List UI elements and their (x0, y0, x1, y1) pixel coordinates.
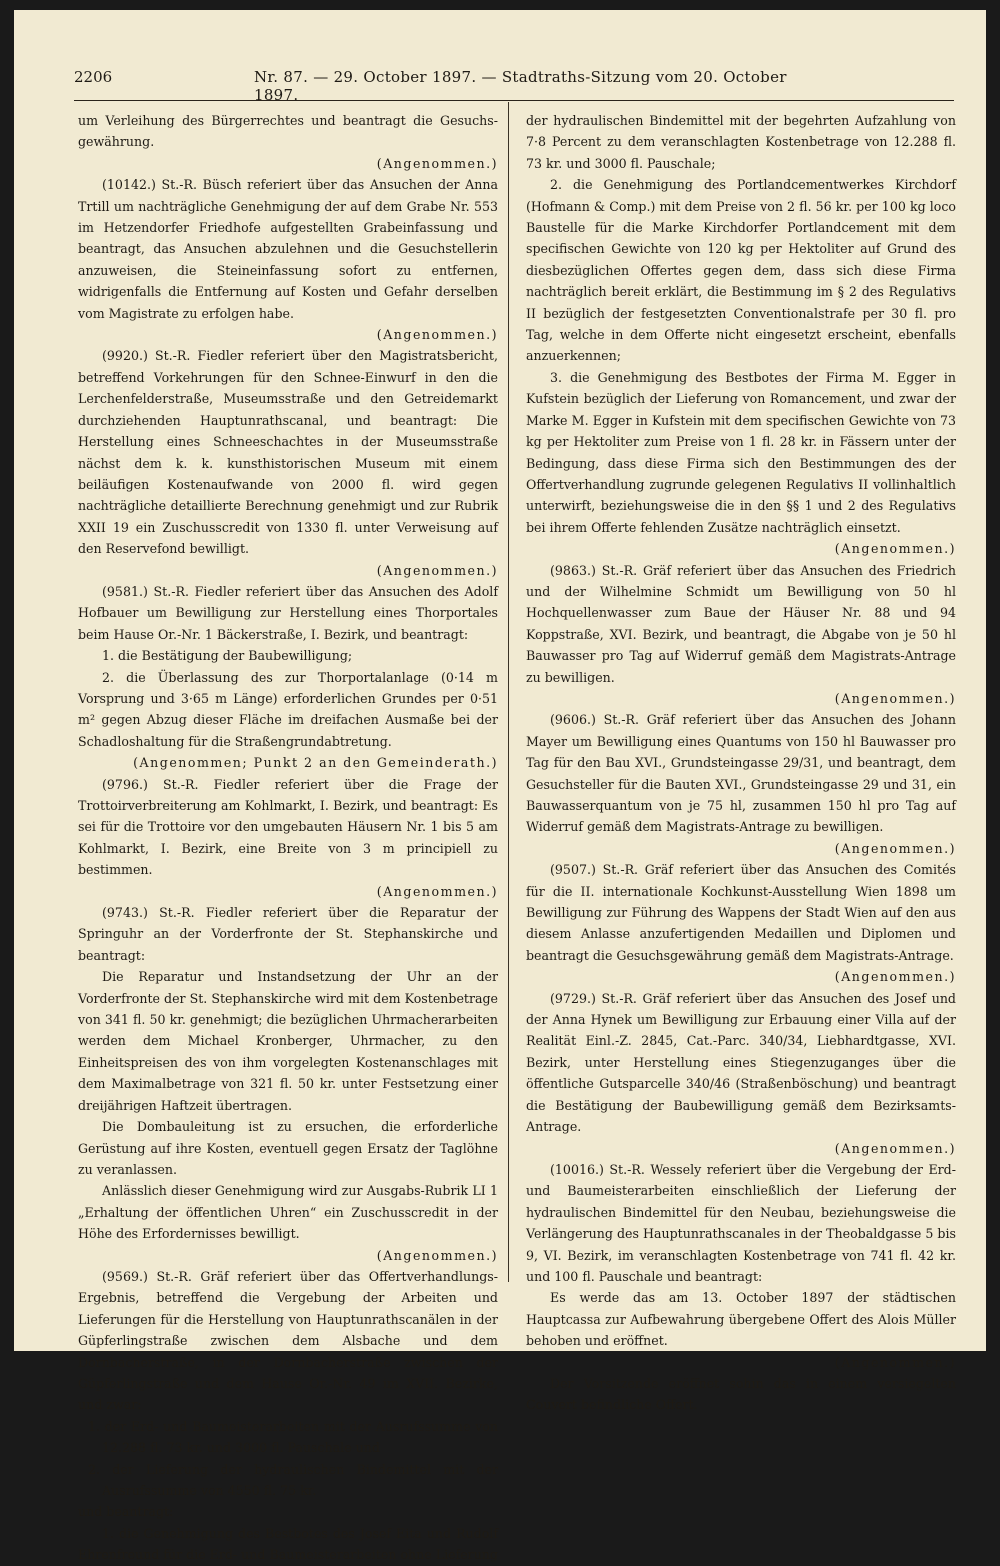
paragraph: Anlässlich dieser Genehmigung wird zur Ausgabs-Rubrik LI 1 „Erhaltung der öffentlichen Uhren“ ein Zuschusscredit in der Höhe des Erfordernisses bewilligt. (78, 1183, 498, 1242)
list-item: 2. die Genehmigung des Portlandcementwerkes Kirchdorf (Hofmann & Comp.) mit dem Preise von 2 fl. 56 kr. per 100 kg loco Baustelle für die Marke Kirchdorfer Portlandcement mit dem specifischen Gewichte von 120 kg per Hektoliter auf Grund des diesbezüglichen Offertes gegen dem, dass sich diese Firma nachträglich bereit erklärt, die Bestimmung im § 2 des Regulativs II bezüglich der festgesetzten Conventionalstrafe per 30 fl. pro Tag, welche in dem Offerte nicht eingesetzt erscheint, ebenfalls anzuerkennen; (526, 177, 956, 364)
left-column (78, 110, 498, 1563)
list-item: 1. der Erd- und Baumeisterarbeiten mit der Ausrufssumme von 12.288 fl. 73 kr. und 3000 fl. Pauschale und (88, 1418, 498, 1456)
paragraph: um Verleihung des Bürgerrechtes und beantragt die Gesuchs-gewährung. (78, 113, 498, 150)
list-item: 1. die Genehmigung des Bestbotes des Josef Eita und Rudolf Ehrenfreund für die Erd- und Baumeisterarbeiten ohne Lieferung (78, 1525, 498, 1563)
paragraph: Der Vorsitzende eröffnet sohin das in einem versiegelten Couvert befindliche Offert. (526, 1375, 956, 1413)
resolution-note: (Angenommen.) (834, 969, 956, 985)
resolution-note: (Angenommen.) (376, 155, 498, 171)
paragraph: (9729.) St.-R. Gräf referiert über das Ansuchen des Josef und der Anna Hynek um Bewilligung zur Erbauung einer Villa auf der Realität Einl.-Z. 2845, Cat.-Parc. 340/34, Liebhardtgasse, XVI. Bezirk, unter Herstellung eines Stiegenzuganges über die öffentliche Gutsparcelle 340/46 (Straßenböschung) und beantragt die Bestätigung der Baubewilligung gemäß dem Bezirksamts-Antrage. (526, 990, 956, 1135)
paragraph: (9606.) St.-R. Gräf referiert über das Ansuchen des Johann Mayer um Bewilligung eines Quantums von 150 hl Bauwasser pro Tag für den Bau XVI., Grundsteingasse 29/31, und beantragt, dem Gesuchsteller für die Bauten XVI., Grundsteingasse 29 und 31, ein Bauwasserquantum von je 75 hl, zusammen 150 hl pro Tag auf Widerruf gemäß dem Magistrats-Antrage zu bewilligen. (526, 712, 956, 835)
resolution-note: (Angenommen.) (834, 840, 956, 856)
paragraph: (9743.) St.-R. Fiedler referiert über die Reparatur der Springuhr an der Vorderfronte der St. Stephanskirche und beantragt: (78, 905, 498, 963)
paragraph: Die Dombauleitung ist zu ersuchen, die erforderliche Gerüstung auf ihre Kosten, eventuell gegen Ersatz der Taglöhne zu veranlassen. (78, 1119, 498, 1177)
list-item: 3. die Genehmigung des Bestbotes der Firma M. Egger in Kufstein bezüglich der Lieferung von Romancement, und zwar der Marke M. Egger in Kufstein mit dem specifischen Gewichte von 73 kg per Hektoliter zum Preise von 1 fl. 28 kr. in Fässern unter der Bedingung, dass diese Firma sich den Bestimmungen des der Offertverhandlung zugrunde gelegenen Regulativs II vollinhaltlich unterwirft, beziehungsweise die in den §§ 1 und 2 des Regulativs bei ihrem Offerte fehlenden Zusätze nachträglich einsetzt. (526, 369, 956, 535)
paragraph: Es werde das am 13. October 1897 der städtischen Hauptcassa zur Aufbewahrung übergebene Offert des Alois Müller behoben und eröffnet. (526, 1290, 956, 1349)
resolution-note: (Angenommen.) (376, 327, 498, 343)
resolution-note: (Angenommen.) (376, 562, 498, 578)
paragraph: der hydraulischen Bindemittel mit der begehrten Aufzahlung von 7·8 Percent zu dem veranschlagten Kostenbetrage von 12.288 fl. 73 kr. und 3000 fl. Pauschale; (526, 113, 956, 171)
paragraph: (9920.) St.-R. Fiedler referiert über den Magistratsbericht, betreffend Vorkehrungen für den Schnee-Einwurf in den die Lerchenfelderstraße, Museumsstraße und den Getreidemarkt durchziehenden Hauptunrathscanal, und beantragt: Die Herstellung eines Schneeschachtes in der Museumsstraße nächst dem k. k. kunsthistorischen Museum mit einem beiläufigen Kostenaufwande von 2000 fl. wird gegen nachträgliche detaillierte Berechnung genehmigt und zur Rubrik XXII 19 ein Zuschusscredit von 1330 fl. unter Verweisung auf den Reservefond bewilligt. (78, 348, 498, 557)
document-page (14, 10, 986, 1563)
page-number: 2206 (74, 68, 113, 86)
paragraph: (10016.) St.-R. Wessely referiert über die Vergebung der Erd- und Baumeisterarbeiten einschließlich der Lieferung der hydraulischen Bindemittel für den Neubau, beziehungsweise die Verlängerung des Hauptunrathscanales in der Theobaldgasse 5 bis 9, VI. Bezirk, im veranschlagten Kostenbetrage von 741 fl. 42 kr. und 100 fl. Pauschale und beantragt: (526, 1161, 956, 1284)
paragraph: (9863.) St.-R. Gräf referiert über das Ansuchen des Friedrich und der Wilhelmine Schmidt um Bewilligung von 50 hl Hochquellenwasser zum Baue der Häuser Nr. 88 und 94 Koppstraße, XVI. Bezirk, und beantragt, die Abgabe von je 50 hl Bauwasser pro Tag auf Widerruf gemäß dem Magistrats-Antrage zu bewilligen. (526, 562, 956, 685)
paragraph: (9507.) St.-R. Gräf referiert über das Ansuchen des Comités für die II. internationale Kochkunst-Ausstellung Wien 1898 um Bewilligung zur Führung des Wappens der Stadt Wien auf den aus diesem Anlasse anzufertigenden Medaillen und Diplomen und beantragt die Gesuchsgewährung gemäß dem Magistrats-Antrage. (526, 862, 956, 963)
paragraph: und beantragt: (78, 1504, 174, 1520)
list-item: 1. die Bestätigung der Baubewilligung; (102, 648, 353, 664)
header-rule (74, 100, 954, 101)
page-header (74, 64, 814, 104)
resolution-note: (Angenommen; Punkt 2 an den Gemeinderath.) (133, 755, 498, 771)
resolution-note: (Angenommen.) (376, 883, 498, 899)
paragraph: Die Reparatur und Instandsetzung der Uhr an der Vorderfronte der St. Stephanskirche wird mit dem Kostenbetrage von 341 fl. 50 kr. genehmigt; die bezüglichen Uhrmacherarbeiten werden dem Michael Kronberger, Uhrmacher, zu den Einheitspreisen des von ihm vorgelegten Kostenanschlages mit dem Maximalbetrage von 321 fl. 50 kr. unter Festsetzung einer dreijährigen Haftzeit übertragen. (78, 969, 498, 1113)
running-title: Nr. 87. — 29. October 1897. — Stadtraths-Sitzung vom 20. October 1897. (254, 68, 787, 104)
paragraph: (9569.) St.-R. Gräf referiert über das Offertverhandlungs-Ergebnis, betreffend die Vergebung der Arbeiten und Lieferungen für die Herstellung von Hauptunrathscanälen in der Güpferlingstraße zwischen dem Alsbache und dem Dornbacherstraße, in der Dornbacherstraße zwischen der Güpferlingstraße und dem Hause Or.-Nr. 49 im XVII. Bezirke, und zwar: (78, 1268, 498, 1413)
right-column (526, 110, 956, 1413)
paragraph: (10142.) St.-R. Büsch referiert über das Ansuchen der Anna Trtill um nachträgliche Genehmigung der auf dem Grabe Nr. 553 im Hetzendorfer Friedhofe aufgestellten Grabeinfassung und beantragt, das Ansuchen abzulehnen und die Gesuchstellerin anzuweisen, die Steineinfassung sofort zu entfernen, widrigenfalls die Entfernung auf Kosten und Gefahr derselben vom Magistrate zu erfolgen habe. (78, 177, 498, 321)
resolution-note: (Angenommen.) (834, 1140, 956, 1156)
resolution-note: (Angenommen.) (376, 1247, 498, 1263)
list-item: 2. die Überlassung des zur Thorportalanlage (0·14 m Vorsprung und 3·65 m Länge) erforderlichen Grundes per 0·51 m² gegen Abzug dieser Fläche im dreifachen Ausmaße bei der Schadloshaltung für die Straßengrundabtretung. (78, 669, 498, 749)
list-item: 2. der Lieferung der hydraulischen Bindemittel mit der Ausrufssumme von 4550 fl. 75 kr. (88, 1461, 498, 1498)
column-divider (508, 102, 509, 1282)
paragraph: (9796.) St.-R. Fiedler referiert über die Frage der Trottoirverbreiterung am Kohlmarkt, I. Bezirk, und beantragt: Es sei für die Trottoire vor den umgebauten Häusern Nr. 1 bis 5 am Kohlmarkt, I. Bezirk, eine Breite von 3 m principiell zu bestimmen. (78, 776, 498, 878)
resolution-note: (Angenommen.) (834, 541, 956, 557)
resolution-note: (Angenommen.) (834, 1354, 956, 1370)
paragraph: (9581.) St.-R. Fiedler referiert über das Ansuchen des Adolf Hofbauer um Bewilligung zur Herstellung eines Thorportales beim Hause Or.-Nr. 1 Bäckerstraße, I. Bezirk, und beantragt: (78, 583, 498, 642)
resolution-note: (Angenommen.) (834, 690, 956, 706)
